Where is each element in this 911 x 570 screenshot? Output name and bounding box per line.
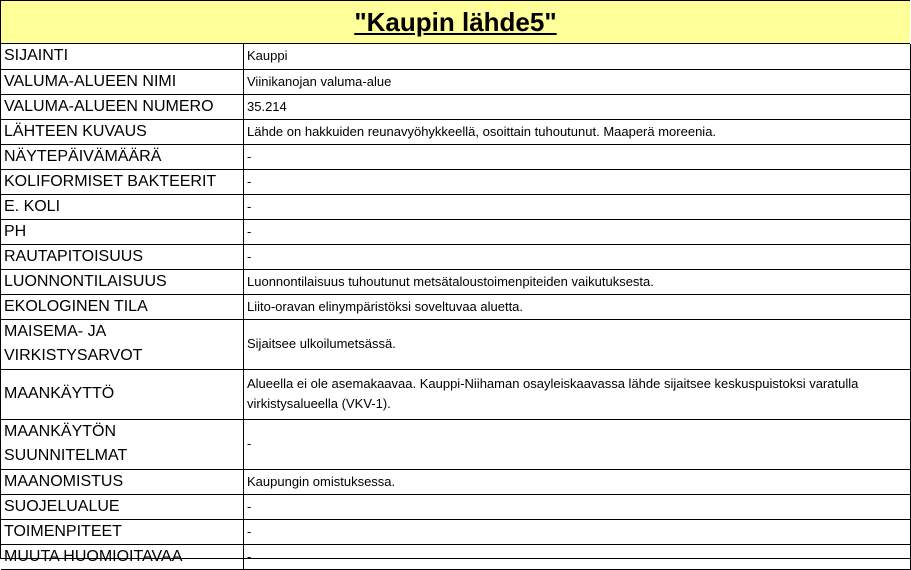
table-row: [1, 294, 911, 319]
row-label: EKOLOGINEN TILA: [1, 294, 244, 319]
row-value: -: [244, 194, 911, 219]
row-label: MAANOMISTUS: [1, 469, 244, 494]
table-row: [1, 169, 911, 194]
table-row: [1, 544, 911, 569]
row-label: VALUMA-ALUEEN NIMI: [1, 69, 244, 94]
row-value: Liito-oravan elinympäristöksi soveltuvaa aluetta.: [244, 294, 911, 319]
row-label: RAUTAPITOISUUS: [1, 244, 244, 269]
table-row: [1, 94, 911, 119]
row-value: Kaupungin omistuksessa.: [244, 469, 911, 494]
row-label: SUOJELUALUE: [1, 494, 244, 519]
table-row: [1, 44, 911, 69]
title-row: [1, 1, 910, 44]
row-value: -: [244, 169, 911, 194]
row-value: Alueella ei ole asemakaavaa. Kauppi-Niihaman osayleiskaavassa lähde sijaitsee keskuspuistoksi varatulla virkistysalueella (VKV-1).: [244, 369, 911, 419]
row-value: Luonnontilaisuus tuhoutunut metsätaloustoimenpiteiden vaikutuksesta.: [244, 269, 911, 294]
row-value: -: [244, 219, 911, 244]
table-row: [1, 269, 911, 294]
row-label: LÄHTEEN KUVAUS: [1, 119, 244, 144]
table-row: [1, 144, 911, 169]
table-row: [1, 519, 911, 544]
table-row: [1, 469, 911, 494]
row-value: -: [244, 244, 911, 269]
row-label: MAISEMA- JA VIRKISTYSARVOT: [1, 319, 244, 369]
row-label: E. KOLI: [1, 194, 244, 219]
row-label: VALUMA-ALUEEN NUMERO: [1, 94, 244, 119]
row-value: Viinikanojan valuma-alue: [244, 69, 911, 94]
row-value: -: [244, 544, 911, 569]
row-label: SIJAINTI: [1, 44, 244, 69]
table-row: [1, 319, 911, 369]
table-row: [1, 244, 911, 269]
info-table: [1, 44, 911, 570]
page-title: "Kaupin lähde5": [354, 6, 557, 37]
table-row: [1, 219, 911, 244]
row-value: -: [244, 494, 911, 519]
table-row: [1, 419, 911, 469]
row-label: MAANKÄYTÖN SUUNNITELMAT: [1, 419, 244, 469]
row-label: TOIMENPITEET: [1, 519, 244, 544]
row-label: PH: [1, 219, 244, 244]
row-label: NÄYTEPÄIVÄMÄÄRÄ: [1, 144, 244, 169]
row-value: -: [244, 519, 911, 544]
row-value: 35.214: [244, 94, 911, 119]
table-row: [1, 494, 911, 519]
row-label: MUUTA HUOMIOITAVAA: [1, 544, 244, 569]
table-row: [1, 69, 911, 94]
row-label: KOLIFORMISET BAKTEERIT: [1, 169, 244, 194]
table-row: [1, 194, 911, 219]
table-row: [1, 369, 911, 419]
row-value: Kauppi: [244, 44, 911, 69]
row-label: LUONNONTILAISUUS: [1, 269, 244, 294]
row-value: -: [244, 144, 911, 169]
row-value: Lähde on hakkuiden reunavyöhykkeellä, osoittain tuhoutunut. Maaperä moreenia.: [244, 119, 911, 144]
table-row: [1, 119, 911, 144]
row-value: -: [244, 419, 911, 469]
row-label: MAANKÄYTTÖ: [1, 369, 244, 419]
row-value: Sijaitsee ulkoilumetsässä.: [244, 319, 911, 369]
